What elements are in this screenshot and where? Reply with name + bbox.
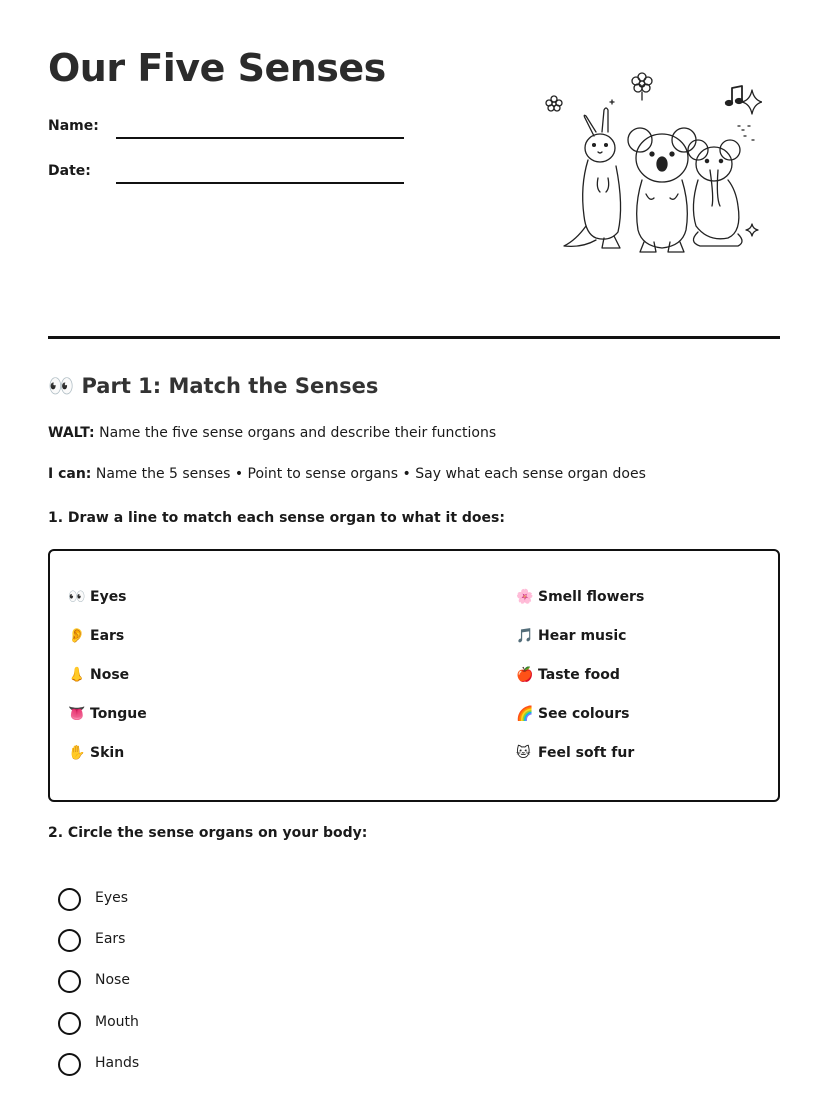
organ-item-eyes[interactable] (68, 589, 127, 605)
organ-item-skin[interactable] (68, 745, 124, 761)
question-1: 1. Draw a line to match each sense organ to what it does: (48, 510, 505, 526)
question-2: 2. Circle the sense organs on your body: (48, 825, 368, 841)
kangaroo-drawing (564, 108, 621, 248)
function-label: Taste food (538, 667, 620, 683)
date-line[interactable] (116, 182, 404, 184)
organ-item-ears[interactable] (68, 628, 124, 644)
organ-label: Ears (90, 628, 125, 644)
circle-icon[interactable] (58, 929, 81, 952)
function-item-taste[interactable] (516, 667, 620, 683)
function-label: See colours (538, 706, 630, 722)
apple-icon: 🍎 (516, 667, 534, 683)
flower-icon (632, 73, 652, 100)
organ-item-tongue[interactable] (68, 706, 147, 722)
circle-option-label: Hands (95, 1055, 140, 1071)
circle-option-label: Ears (95, 931, 126, 947)
organ-label: Tongue (90, 706, 147, 722)
tongue-icon: 👅 (68, 706, 86, 722)
eyes-icon: 👀 (68, 589, 86, 605)
name-line[interactable] (116, 137, 404, 139)
date-label: Date: (48, 163, 91, 179)
function-item-smell[interactable] (516, 589, 644, 605)
blossom-icon: 🌸 (516, 589, 534, 605)
function-item-feel[interactable] (516, 745, 634, 761)
cat-icon: 🐱 (516, 745, 531, 761)
function-item-see[interactable] (516, 706, 630, 722)
part-1-heading: 👀 Part 1: Match the Senses (48, 374, 379, 398)
small-flower-icon (546, 96, 562, 111)
section-divider (48, 336, 780, 339)
music-note-icon (726, 86, 743, 106)
i-can-text: Name the 5 senses • Point to sense organs • Say what each sense organ does (91, 466, 646, 482)
circle-icon[interactable] (58, 1053, 81, 1076)
name-label: Name: (48, 118, 99, 134)
i-can-label: I can: (48, 466, 92, 482)
music-note-icon: 🎵 (516, 628, 534, 644)
australian-animals-illustration (538, 66, 762, 260)
nose-icon: 👃 (68, 667, 86, 683)
function-label: Smell flowers (538, 589, 645, 605)
organ-item-nose[interactable] (68, 667, 129, 683)
circle-option-label: Eyes (95, 890, 129, 906)
circle-icon[interactable] (58, 888, 81, 911)
worksheet-title: Our Five Senses (48, 46, 386, 90)
walt-label: WALT: (48, 425, 95, 441)
function-label: Hear music (538, 628, 627, 644)
circle-option-label: Mouth (95, 1014, 139, 1030)
organ-label: Eyes (90, 589, 127, 605)
organ-label: Skin (90, 745, 125, 761)
organ-label: Nose (90, 667, 130, 683)
function-item-hear[interactable] (516, 628, 626, 644)
walt-line (48, 425, 496, 441)
hand-icon: ✋ (68, 745, 86, 761)
ear-icon: 👂 (68, 628, 86, 644)
circle-icon[interactable] (58, 1012, 81, 1035)
function-label: Feel soft fur (538, 745, 635, 761)
matching-box (48, 549, 780, 802)
walt-text: Name the five sense organs and describe their functions (94, 425, 497, 441)
worksheet-page (48, 0, 780, 1118)
small-koala-drawing (688, 140, 742, 246)
koala-drawing (628, 128, 696, 252)
circle-icon[interactable] (58, 970, 81, 993)
rainbow-icon: 🌈 (516, 706, 534, 722)
i-can-line (48, 466, 646, 482)
circle-option-label: Nose (95, 972, 130, 988)
